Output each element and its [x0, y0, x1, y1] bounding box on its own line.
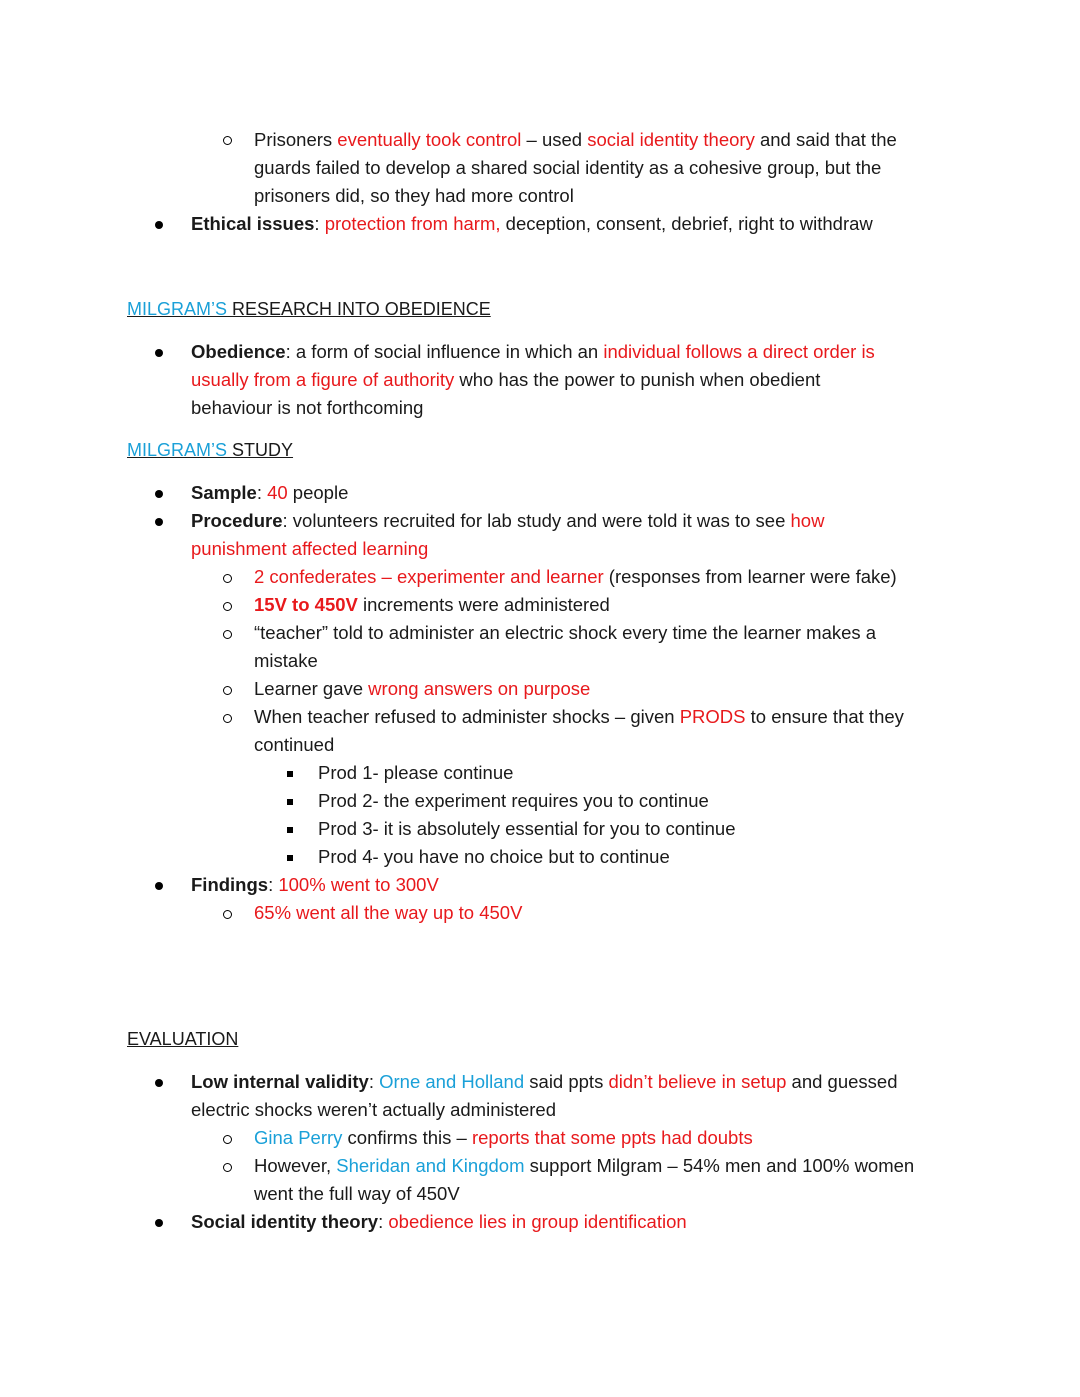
prod-item: Prod 4- you have no choice but to continue — [318, 846, 670, 867]
validity-line-2: electric shocks weren’t actually administered — [191, 1099, 557, 1120]
social-identity-line: Social identity theory: obedience lies in group identification — [191, 1211, 687, 1232]
hollow-circle-bullet-icon — [223, 630, 232, 639]
bullet-icon — [155, 882, 163, 890]
obedience-line-1: Obedience: a form of social influence in which an individual follows a direct order is — [191, 341, 875, 362]
hollow-circle-bullet-icon — [223, 910, 232, 919]
bullet-icon — [155, 490, 163, 498]
validity-sub-2-line-2: went the full way of 450V — [254, 1183, 460, 1204]
procedure-sub-5-line-2: continued — [254, 734, 335, 755]
hollow-circle-bullet-icon — [223, 1163, 232, 1172]
hollow-circle-bullet-icon — [223, 714, 232, 723]
hollow-circle-bullet-icon — [223, 1135, 232, 1144]
bullet-icon — [155, 518, 163, 526]
validity-sub-1: Gina Perry confirms this – reports that some ppts had doubts — [254, 1127, 753, 1148]
obedience-line-2: usually from a figure of authority who has the power to punish when obedient — [191, 369, 821, 390]
procedure-sub-5-line-1: When teacher refused to administer shocks – given PRODS to ensure that they — [254, 706, 904, 727]
square-bullet-icon — [287, 799, 293, 805]
bullet-icon — [155, 349, 163, 357]
section-heading-research: MILGRAM’S RESEARCH INTO OBEDIENCE — [127, 299, 491, 319]
section-heading-evaluation: EVALUATION — [127, 1029, 239, 1049]
section-heading-study: MILGRAM’S STUDY — [127, 440, 294, 460]
procedure-line-2: punishment affected learning — [191, 538, 429, 559]
procedure-sub-2: 15V to 450V increments were administered — [254, 594, 610, 615]
prisoners-line-1: Prisoners eventually took control – used social identity theory and said that the — [254, 129, 897, 150]
validity-line-1: Low internal validity: Orne and Holland said ppts didn’t believe in setup and guessed — [191, 1071, 898, 1092]
obedience-line-3: behaviour is not forthcoming — [191, 397, 424, 418]
bullet-icon — [155, 221, 163, 229]
hollow-circle-bullet-icon — [223, 136, 232, 145]
square-bullet-icon — [287, 827, 293, 833]
bullet-icon — [155, 1219, 163, 1227]
ethical-issues-line: Ethical issues: protection from harm, deception, consent, debrief, right to withdraw — [191, 213, 873, 234]
sample-line: Sample: 40 people — [191, 482, 349, 503]
procedure-sub-1: 2 confederates – experimenter and learner (responses from learner were fake) — [254, 566, 897, 587]
hollow-circle-bullet-icon — [223, 686, 232, 695]
square-bullet-icon — [287, 771, 293, 777]
findings-line: Findings: 100% went to 300V — [191, 874, 439, 895]
prod-item: Prod 1- please continue — [318, 762, 514, 783]
procedure-line-1: Procedure: volunteers recruited for lab study and were told it was to see how — [191, 510, 825, 531]
findings-sub: 65% went all the way up to 450V — [254, 902, 523, 923]
prisoners-line-2: guards failed to develop a shared social identity as a cohesive group, but the — [254, 157, 882, 178]
prod-item: Prod 3- it is absolutely essential for you to continue — [318, 818, 736, 839]
prisoners-line-3: prisoners did, so they had more control — [254, 185, 574, 206]
validity-sub-2-line-1: However, Sheridan and Kingdom support Milgram – 54% men and 100% women — [254, 1155, 915, 1176]
procedure-sub-3-line-2: mistake — [254, 650, 318, 671]
square-bullet-icon — [287, 855, 293, 861]
prod-item: Prod 2- the experiment requires you to continue — [318, 790, 709, 811]
hollow-circle-bullet-icon — [223, 574, 232, 583]
bullet-icon — [155, 1079, 163, 1087]
hollow-circle-bullet-icon — [223, 602, 232, 611]
procedure-sub-4: Learner gave wrong answers on purpose — [254, 678, 591, 699]
procedure-sub-3-line-1: “teacher” told to administer an electric shock every time the learner makes a — [254, 622, 877, 643]
